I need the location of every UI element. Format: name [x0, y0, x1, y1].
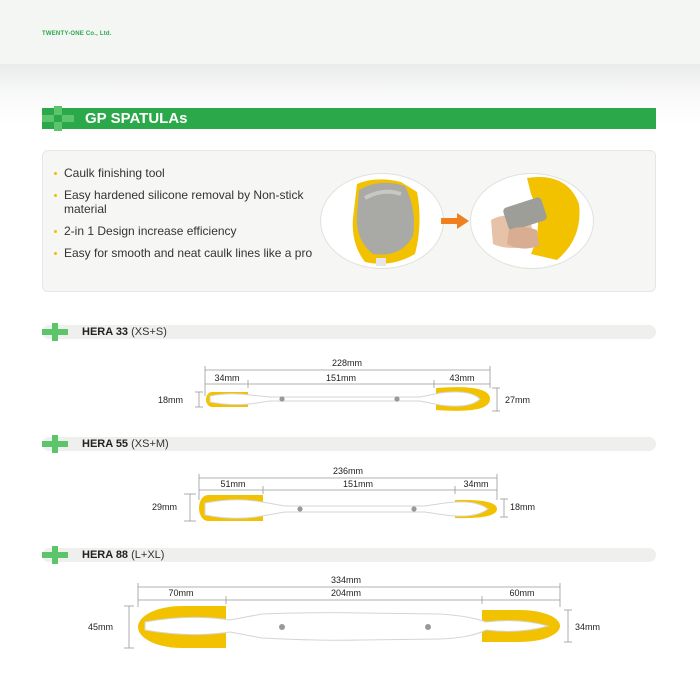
dimension-right-end: 34mm: [463, 479, 489, 489]
dimension-right-height: 18mm: [510, 502, 536, 512]
brand-name: TWENTY-ONE Co., Ltd.: [42, 31, 112, 37]
product-name: HERA 88: [82, 549, 129, 561]
dimension-left-height: 45mm: [88, 622, 114, 632]
feature-item: Easy for smooth and neat caulk lines like a pro: [54, 246, 334, 260]
product-name: HERA 33: [82, 326, 129, 338]
feature-item: 2-in 1 Design increase efficiency: [54, 224, 334, 238]
dimension-middle: 204mm: [330, 588, 362, 598]
page-title: GP SPATULAs: [85, 110, 188, 127]
dimension-total: 334mm: [330, 575, 362, 585]
dimension-right-height: 27mm: [505, 395, 531, 405]
feature-item: Caulk finishing tool: [54, 166, 334, 180]
dimension-middle: 151mm: [342, 479, 374, 489]
dimension-left-end: 34mm: [214, 373, 240, 383]
dimension-right-height: 34mm: [575, 622, 601, 632]
dimension-middle: 151mm: [325, 373, 357, 383]
dimension-right-end: 60mm: [509, 588, 535, 598]
product-size: (XS+S): [131, 326, 167, 338]
dimension-left-end: 70mm: [168, 588, 194, 598]
product-name: HERA 55: [82, 438, 129, 450]
dimension-total: 228mm: [331, 358, 363, 368]
dimension-total: 236mm: [332, 466, 364, 476]
dimension-left-height: 18mm: [158, 395, 184, 405]
product-size: (L+XL): [131, 549, 165, 561]
dimension-left-height: 29mm: [152, 502, 178, 512]
feature-item: Easy hardened silicone removal by Non-stick material: [54, 188, 334, 216]
dimension-right-end: 43mm: [449, 373, 475, 383]
dimension-left-end: 51mm: [220, 479, 246, 489]
product-size: (XS+M): [131, 438, 169, 450]
